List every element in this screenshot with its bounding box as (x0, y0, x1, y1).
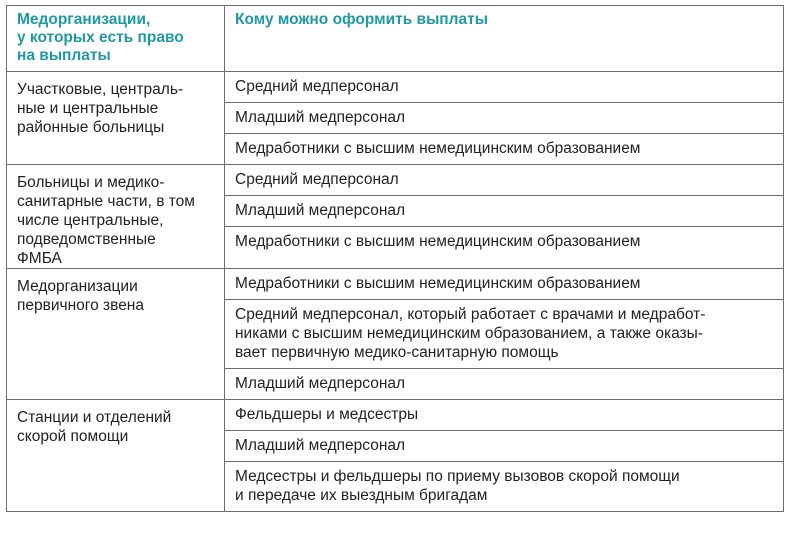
recipient-cell (225, 134, 784, 165)
org-text: Станции и отделений скорой помощи (17, 409, 172, 445)
org-cell-fmba-hospitals (7, 165, 225, 269)
recipient-text: Младший медперсонал (235, 202, 406, 219)
recipient-text: Средний медперсонал (235, 171, 399, 188)
table-row (7, 72, 784, 103)
header-organizations (7, 6, 225, 72)
recipient-text: Младший медперсонал (235, 437, 406, 454)
recipient-cell (225, 196, 784, 227)
header-organizations-text: Медорганизации, у которых есть право на выплаты (17, 11, 184, 64)
payouts-table (6, 5, 784, 512)
recipient-cell (225, 462, 784, 512)
recipient-cell (225, 400, 784, 431)
recipient-text: Средний медперсонал (235, 78, 399, 95)
table-row (7, 269, 784, 300)
recipient-text: Медработники с высшим немедицинским образованием (235, 275, 641, 292)
org-text: Медорганизации первичного звена (17, 278, 144, 314)
table-header (7, 6, 784, 72)
recipient-cell (225, 369, 784, 400)
recipient-cell (225, 165, 784, 196)
recipient-text: Младший медперсонал (235, 109, 406, 126)
header-recipients (225, 6, 784, 72)
recipient-text: Медработники с высшим немедицинским образованием (235, 140, 641, 157)
org-text: Участковые, централь- ные и центральные районные больницы (17, 81, 184, 136)
recipient-cell (225, 269, 784, 300)
table-body (7, 72, 784, 512)
recipient-cell (225, 103, 784, 134)
header-row (7, 6, 784, 72)
table-row (7, 400, 784, 431)
recipient-text: Фельдшеры и медсестры (235, 406, 419, 423)
recipient-text: Медработники с высшим немедицинским образованием (235, 233, 641, 250)
recipient-cell (225, 300, 784, 369)
recipient-text: Медсестры и фельдшеры по приему вызовов скорой помощи и передаче их выездным бригадам (235, 468, 680, 504)
org-cell-district-hospitals (7, 72, 225, 165)
recipient-cell (225, 72, 784, 103)
recipient-cell (225, 227, 784, 269)
recipient-cell (225, 431, 784, 462)
header-recipients-text: Кому можно оформить выплаты (235, 11, 488, 28)
recipient-text: Средний медперсонал, который работает с врачами и медработ- никами с высшим немедицинским образованием, а также оказы- вает первичную медико-санитарную помощь (235, 306, 706, 361)
org-text: Больницы и медико- санитарные части, в том числе центральные, подведомственные ФМБА (17, 174, 195, 267)
recipient-text: Младший медперсонал (235, 375, 406, 392)
org-cell-primary-care (7, 269, 225, 400)
table-row (7, 165, 784, 196)
org-cell-ambulance-stations (7, 400, 225, 512)
